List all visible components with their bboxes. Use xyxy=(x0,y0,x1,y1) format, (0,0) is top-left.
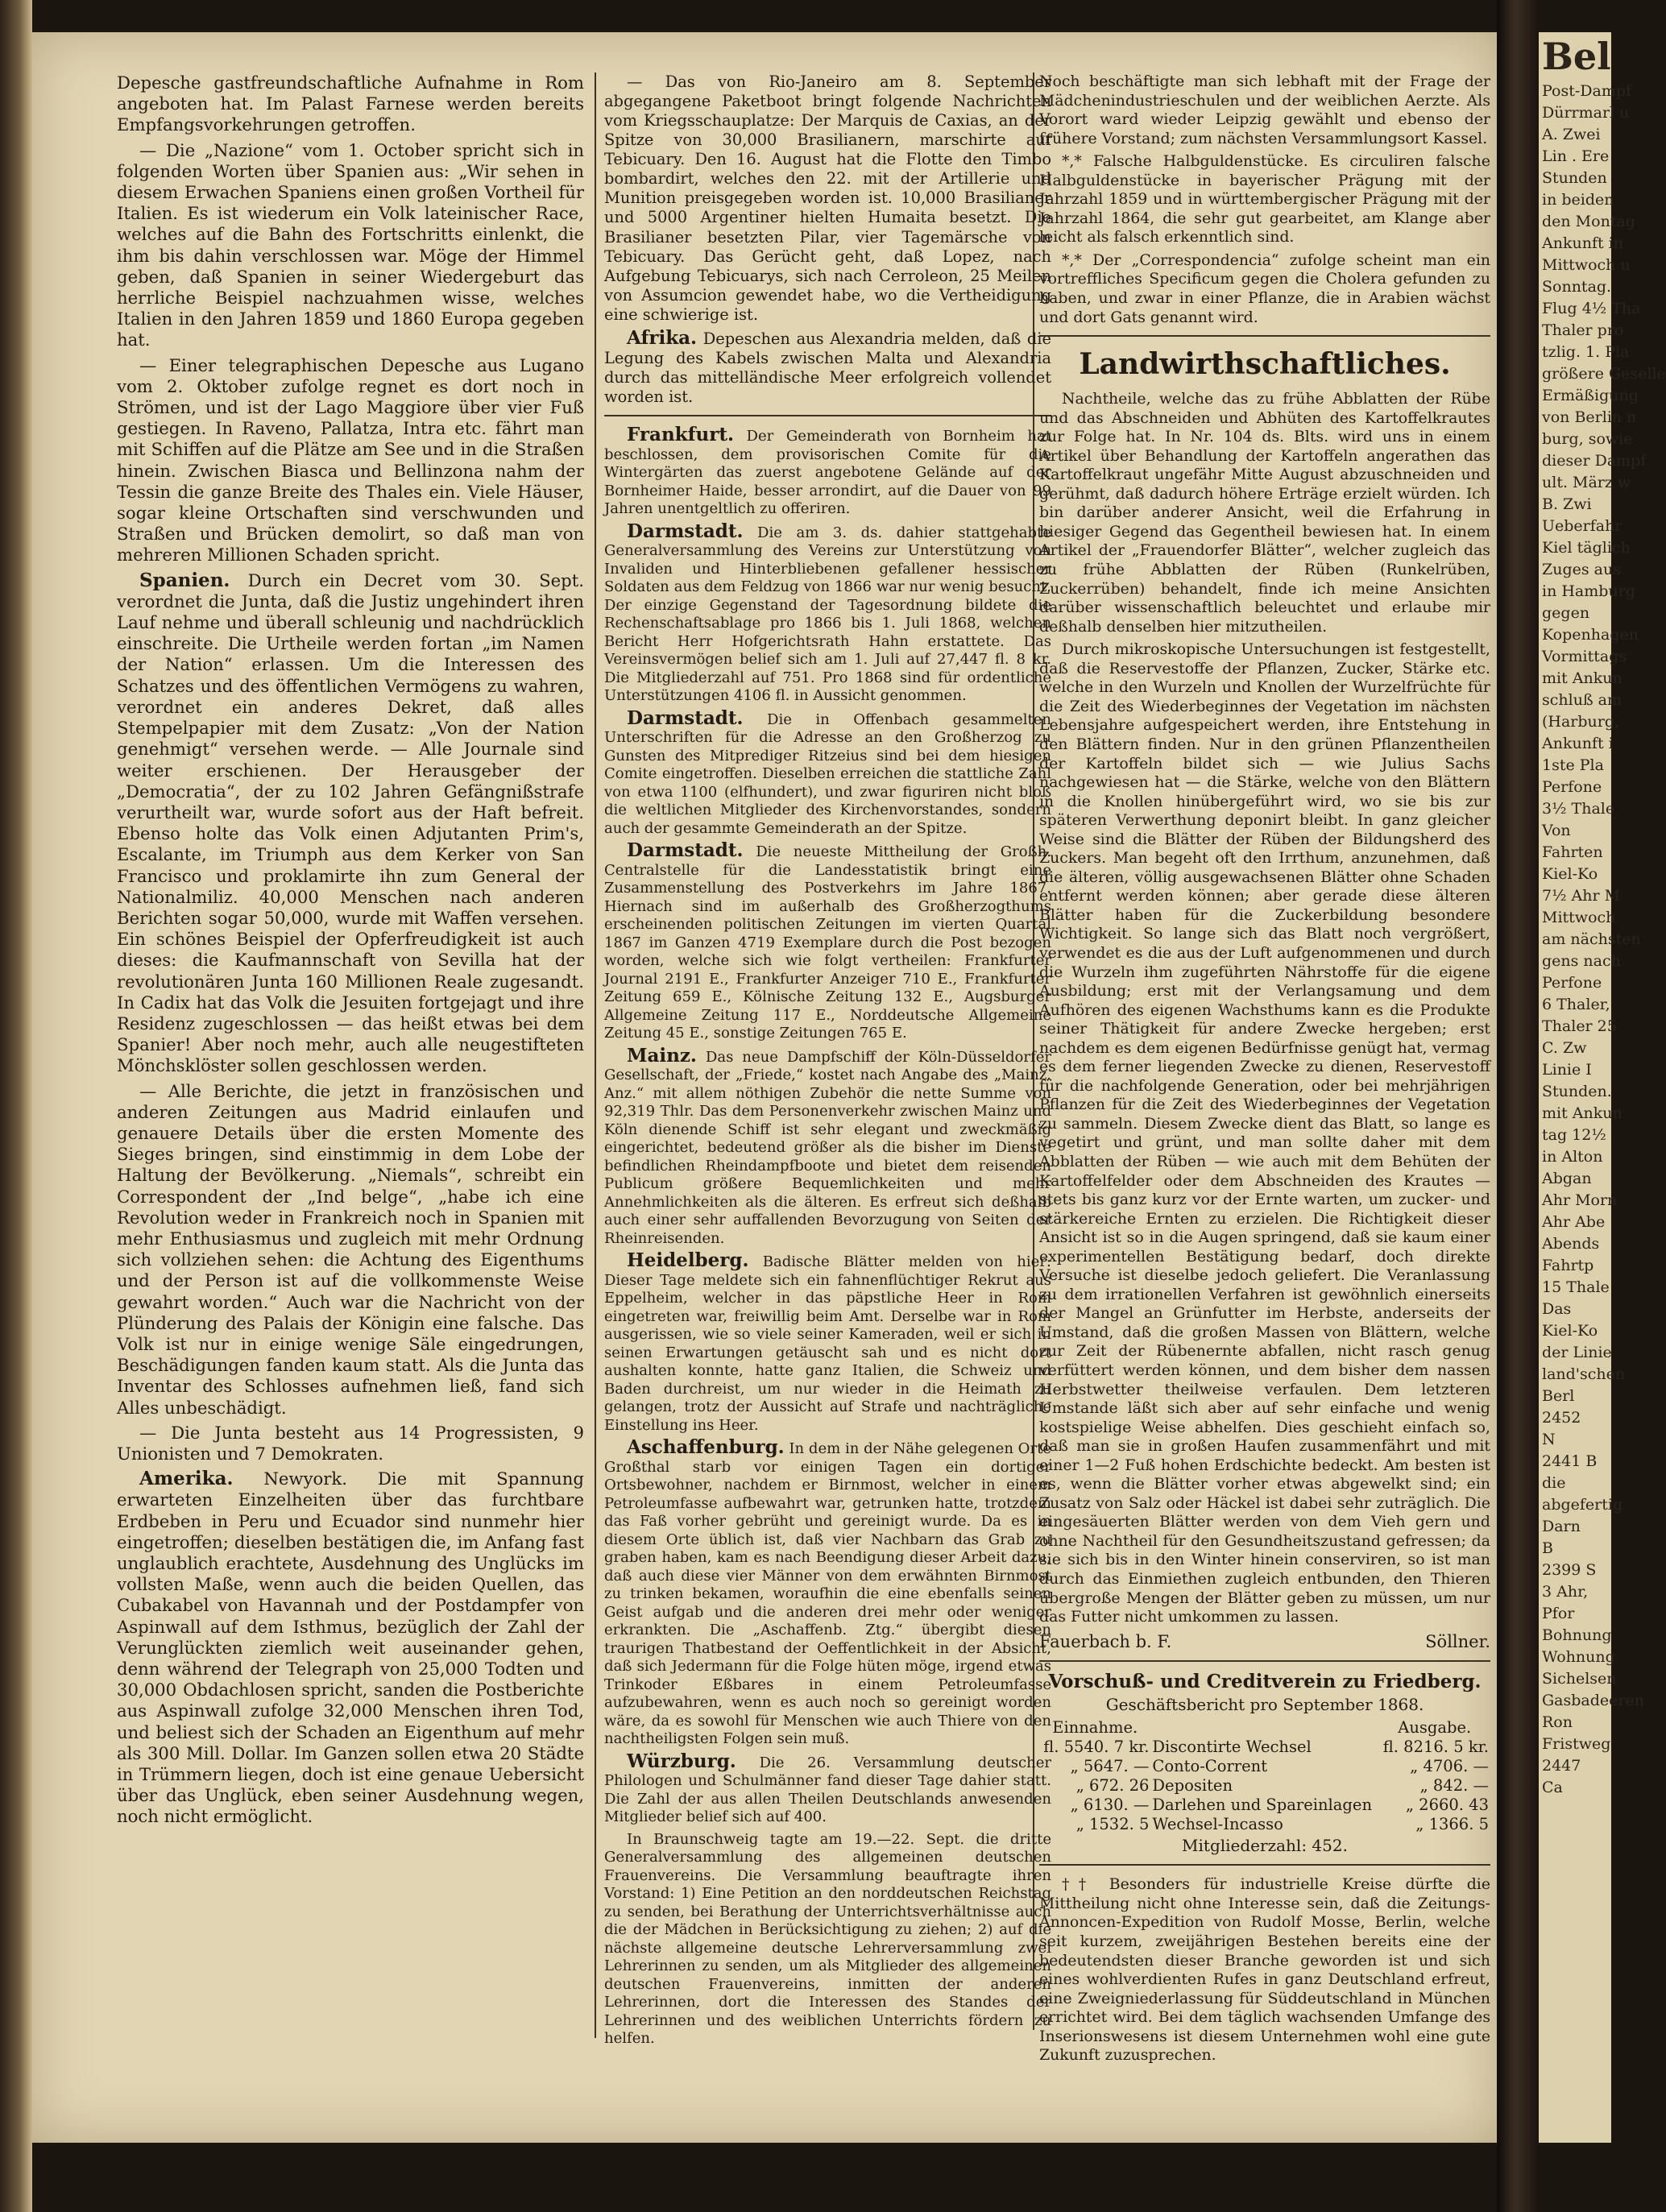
article-text: Die 26. Versammlung deutscher Philologen und Schulmänner fand dieser Tage dahier statt. Die Zahl der aus allen Theilen Deutschlands anwesenden Mitglieder belief sich auf 400. xyxy=(604,1754,1052,1826)
article-headline: Würzburg. xyxy=(627,1750,736,1772)
section-divider xyxy=(1039,1864,1490,1866)
next-page-fragment: Abgan xyxy=(1542,1170,1592,1187)
next-page-fragment: dieser Dampf xyxy=(1542,452,1647,470)
next-page-fragment: 7½ Ahr M xyxy=(1542,887,1621,905)
article-headline: Darmstadt. xyxy=(627,839,744,862)
next-page-fragment: in Alton xyxy=(1542,1148,1603,1166)
article-paragraph xyxy=(117,140,584,351)
next-page-fragment: Zuges aus xyxy=(1542,561,1621,578)
article-paragraph xyxy=(117,1081,584,1419)
expense-cell: „ 2660. 43 xyxy=(1405,1796,1489,1815)
next-page-fragment: der Linie xyxy=(1542,1344,1612,1361)
next-page-fragment: Kopenhagen xyxy=(1542,626,1639,644)
article-headline: Darmstadt. xyxy=(627,706,744,729)
article-paragraph xyxy=(117,355,584,566)
next-page-fragment: Thaler pro xyxy=(1542,321,1624,339)
account-label-cell: Wechsel-Incasso xyxy=(1152,1815,1283,1834)
next-page-fragment: abgefertig xyxy=(1542,1496,1623,1514)
column-1 xyxy=(117,72,584,1832)
next-page-fragment: Sonntag. xyxy=(1542,278,1612,296)
table-row xyxy=(1039,1738,1490,1757)
next-page-fragment: Fahrten xyxy=(1542,843,1603,861)
article-paragraph xyxy=(117,72,584,136)
article-text: Der Gemeinderath von Bornheim hat beschlossen, dem provisorischen Comite für die Wintergärten das zuerst angebotene Gelände auf der Bornheimer Haide, besser arrondirt, auf die Dauer von 99 Jahren unentgeltlich zu offeriren. xyxy=(604,428,1051,518)
next-page-fragment: B xyxy=(1542,1539,1553,1557)
article-headline: Heidelberg. xyxy=(627,1249,749,1272)
next-page-fragment: Pfor xyxy=(1542,1605,1575,1622)
next-page-fragment: (Harburg, xyxy=(1542,713,1620,731)
next-page-fragment: Ermäßigung xyxy=(1542,387,1639,404)
income-cell: „ 1532. 5 xyxy=(1075,1815,1150,1834)
article-text: Die am 3. ds. dahier stattgehabte Generalversammlung des Vereins zur Unterstützung von Invaliden und Hinterbliebenen gefallener hessischer Soldaten aus dem Feldzug von 1866 war nur wenig besucht. Der einzige Gegenstand der Tagesordnung bildete die Rechenschaftsablage pro 1866 bis 1. Juli 1868, welchen Bericht Herr Hofgerichtsrath Hahn erstattete. Das Vereinsvermögen belief sich am 1. Juli auf 27,447 fl. 8 kr. Die Mitgliederzahl auf 751. Pro 1868 sind für ordentliche Unterstützungen 4106 fl. in Aussicht genommen. xyxy=(604,524,1051,705)
member-count: Mitgliederzahl: 452. xyxy=(1182,1836,1348,1856)
account-label-cell: Depositen xyxy=(1152,1776,1233,1796)
next-page-fragment: mit Ankun xyxy=(1542,1104,1622,1122)
local-news xyxy=(604,426,1051,2048)
table-row xyxy=(1039,1815,1490,1834)
agriculture-heading: Landwirthschaftliches. xyxy=(1079,347,1451,382)
next-page-fragment: Stunden. xyxy=(1542,1083,1612,1100)
next-page-fragment: Post-Dampf xyxy=(1542,82,1632,100)
next-page-fragment: gegen xyxy=(1542,604,1590,622)
next-page-fragment: in Hamburg xyxy=(1542,582,1635,600)
next-page-fragment: land'schen xyxy=(1542,1365,1626,1383)
article-paragraph xyxy=(604,520,1051,706)
article-text: *,* Falsche Halbguldenstücke. Es circuliren falsche Halbguldenstücke in bayerischer Prägung mit der Jahrzahl 1859 und in württembergischer Prägung mit der Jahrzahl 1864, die sehr gut gearbeitet, am Klange aber leicht als falsch erkenntlich sind. xyxy=(1039,152,1490,246)
article-headline: Afrika. xyxy=(627,326,698,349)
next-page-fragment: Ron xyxy=(1542,1713,1573,1731)
foreign-news-continued xyxy=(604,72,1051,407)
article-text: Newyork. Die mit Spannung erwarteten Einzelheiten über das furchtbare Erdbeben in Peru und Ecuador sind nunmehr hier eingetroffen; dieselben bestätigen die, im Anfang fast unglaublich erachtete, Ausdehnung des Unglücks im vollsten Maße, wenn auch die beiden Quellen, das Cubakabel von Havannah und der Postdampfer von Aspinwall auf dem Isthmus, bezüglich der Zahl der Verunglückten ziemlich weit auseinander gehen, denn während der Telegraph von 25,000 Todten und 30,000 Obdachlosen spricht, sanden die Postberichte aus Aspinwall zufolge 32,000 Menschen ihren Tod, und beliest sich der Schaden an Eigenthum auf mehr als 300 Mill. Dollar. Im Ganzen sollen etwa 20 Städte in Trümmern liegen, doch ist eine genaue Uebersicht über das Unglück, eben seiner Ausdehnung wegen, noch nicht ermöglicht. xyxy=(117,1468,584,1827)
next-page-fragment: Perfone xyxy=(1542,974,1602,992)
next-page-fragment: Fahrtp xyxy=(1542,1257,1594,1274)
article-text: In Braunschweig tagte am 19.—22. Sept. die dritte Generalversammlung des allgemeinen deutschen Frauenvereins. Die Versammlung beauftragte ihren Vorstand: 1) Eine Petition an den norddeutschen Reichstag zu senden, bei Berathung der Unterrichtsverhältnisse auch die der Mädchen in Berücksichtigung zu ziehen; 2) auf die nächste allgemeine deutsche Lehrerversammlung zwei Lehrerinnen zu senden, um als Mitglieder des allgemeinen deutschen Frauenvereins, inmitten der anderen Lehrerinnen, dort die Interessen des Standes der Lehrerinnen und des weiblichen Unterrichts fördern zu helfen. xyxy=(604,1830,1051,2048)
next-page-fragment: Sichelsen xyxy=(1542,1670,1617,1688)
article-paragraph xyxy=(117,1423,584,1464)
next-page-fragment: Ca xyxy=(1542,1779,1563,1796)
next-page-fragment: 3½ Thale xyxy=(1542,800,1615,818)
article-headline: Amerika. xyxy=(139,1468,234,1490)
article-text: Die in Offenbach gesammelten Unterschriften für die Adresse an den Großherzog zu Gunsten des Mitprediger Ritzeius sind bei dem hiesigen Comite eingetroffen. Dieselben erreichen die stattliche Zahl von etwa 1100 (elfhundert), und zwar figuriren nicht bloß die weltlichen Mitglieder des Kirchenvorstandes, sondern auch der gesammte Gemeinderath an der Spitze. xyxy=(604,710,1052,837)
next-page-fragment: gens nach xyxy=(1542,952,1621,970)
agriculture-article xyxy=(1039,390,1490,1627)
article-paragraph xyxy=(604,326,1051,407)
next-page-fragment: Dürrmarl u xyxy=(1542,104,1630,122)
article-text: Noch beschäftigte man sich lebhaft mit der Frage der Mädchenindustrieschulen und der weiblichen Aerzte. Als Vorort ward wieder Leipzig gewählt und ebenso der frühere Vorstand; zum nächsten Versammlungsort Kassel. xyxy=(1039,72,1490,147)
next-page-fragment: Stunden xyxy=(1542,169,1607,187)
next-page-fragment: Gasbadeeren xyxy=(1542,1692,1644,1709)
article-headline: Aschaffenburg. xyxy=(627,1436,785,1459)
table-row xyxy=(1039,1796,1490,1815)
article-text: — Das von Rio-Janeiro am 8. September abgegangene Paketboot bringt folgende Nachrichten vom Kriegsschauplatze: Der Marquis de Caxias, an der Spitze von 30,000 Brasilianern, marschirte auf Tebicuary. Den 16. August hat die Flotte den Timbo bombardirt, welches den 22. mit der Artillerie und Munition preisgegeben worden ist. 10,000 Brasilianer und 5000 Argentiner hielten Humaita besetzt. Die Brasilianer besetzten Pilar, vier Tagemärsche von Tebicuary. Das Gerücht geht, daß Lopez, nach Aufgebung Tebicuarys, sich nach Cerroleon, 25 Meilen von Assumcion gewendet habe, wo die Vertheidigung eine schwierige ist. xyxy=(604,72,1051,324)
next-page-fragment: 6 Thaler, xyxy=(1542,996,1610,1013)
section-divider xyxy=(1039,335,1490,337)
next-page-fragment: Ahr Morn xyxy=(1542,1191,1618,1209)
article-paragraph xyxy=(117,570,584,1077)
next-page-fragment: mit Ankun xyxy=(1542,669,1622,687)
expense-cell: „ 1366. 5 xyxy=(1415,1815,1489,1834)
next-page-fragment: Kiel täglich xyxy=(1542,539,1631,557)
credit-union-heading: Vorschuß- und Creditverein zu Friedberg. xyxy=(1048,1670,1482,1692)
article-text: Depesche gastfreundschaftliche Aufnahme in Rom angeboten hat. Im Palast Farnese werden bereits Empfangsvorkehrungen getroffen. xyxy=(117,72,584,135)
next-page-fragment: Von xyxy=(1542,822,1571,839)
next-page-fragment: N xyxy=(1542,1431,1556,1448)
article-headline: Frankfurt. xyxy=(627,424,734,446)
next-page-fragment: tag 12½ xyxy=(1542,1126,1606,1144)
article-signature xyxy=(1039,1632,1490,1652)
column-rule-1 xyxy=(595,72,596,2038)
article-text: Durch ein Decret vom 30. Sept. verordnet die Junta, daß die Justiz ungehindert ihren Lauf nehme und überall schleunig und nachdrücklich einschreite. Die Urtheile werden fortan „im Namen der Nation“ erlassen. Um die Interessen des Schatzes und des öffentlichen Vermögens zu wahren, verordnet ein anderes Dekret, daß alles Stempelpapier mit dem Zusatz: „Von der Nation genehmigt“ versehen werde. — Alle Journale sind weiter erschienen. Der Herausgeber der „Democratia“, der zu 102 Jahren Gefängnißstrafe verurtheilt war, wurde sofort aus der Haft befreit. Ebenso holte das Volk einen Adjutanten Prim's, Escalante, im Triumph aus dem Kerker von San Francisco und proklamirte ihn zum General der Nationalmiliz. 40,000 Menschen nach anderen Berichten sogar 50,000, wurde mit Waffen versehen. Ein schönes Beispiel der Opferfreudigkeit ist auch dieses: die Kaufmannschaft von Sevilla hat der revolutionären Junta 160 Millionen Reale zugesandt. In Cadix hat das Volk die Jesuiten fortgejagt und ihre Residenz zugeschlossen — das heißt etwas bei dem Spanier! Aber noch mehr, auch alle neugestifteten Mönchsklöster sollen geschlossen werden. xyxy=(117,570,584,1076)
next-page-fragment: A. Zwei xyxy=(1542,126,1601,143)
next-page-fragment: 15 Thale xyxy=(1542,1278,1610,1296)
next-page-fragment: 2447 xyxy=(1542,1757,1581,1775)
table-row xyxy=(1039,1757,1490,1776)
article-paragraph xyxy=(117,1468,584,1827)
article-text: — Die „Nazione“ vom 1. October spricht sich in folgenden Worten über Spanien aus: „Wir sehen in diesem Erwachen Spaniens einen großen Vortheil für Italien. Es ist wiederum ein Volk lateinischer Race, welches auf die Bahn des Fortschritts einlenkt, die ihm bis dahin verschlossen war. Möge der Himmel geben, daß Spanien in seiner Wiedergeburt das herrliche Beispiel nachzuahmen wisse, welches Italien in den Jahren 1859 und 1860 Europa gegeben hat. xyxy=(117,139,584,350)
income-cell: „ 672. 26 xyxy=(1075,1776,1150,1796)
next-page-fragment: Vormittags xyxy=(1542,648,1627,665)
expense-cell: „ 842. — xyxy=(1419,1776,1489,1796)
signature-name: Söllner. xyxy=(1425,1631,1490,1651)
next-page-fragment: die xyxy=(1542,1474,1566,1492)
next-page-fragment: in beiden xyxy=(1542,191,1614,209)
income-header: Einnahme. xyxy=(1052,1718,1138,1738)
table-row xyxy=(1039,1776,1490,1796)
column-3 xyxy=(1039,72,1490,2069)
credit-union-subheading: Geschäftsbericht pro September 1868. xyxy=(1105,1695,1424,1714)
expense-cell: fl. 8216. 5 kr. xyxy=(1382,1738,1489,1757)
next-page-fragment: Perfone xyxy=(1542,778,1602,796)
next-page-fragment: den Montag xyxy=(1542,213,1635,230)
section-divider xyxy=(1039,1660,1490,1662)
next-page-fragment: 1ste Pla xyxy=(1542,756,1604,774)
table-header-row xyxy=(1039,1718,1490,1738)
next-page-fragment: Mittwoch u xyxy=(1542,256,1631,274)
article-paragraph xyxy=(604,1249,1052,1435)
article-text: — Einer telegraphischen Depesche aus Lugano vom 2. Oktober zufolge regnet es dort noch in Strömen, und ist der Lago Maggiore über vier Fuß gestiegen. In Raveno, Pallatza, Intra etc. fährt man mit Schiffen auf die Plätze am See und in die Straßen hinein. Zwischen Biasca und Bellinzona nahm der Tessin die ganze Breite des Thales ein. Viele Häuser, sogar kleine Ortschaften sind verschwunden und Straßen und Brücken demolirt, so daß man von mehreren Millionen Schaden spricht. xyxy=(117,354,584,565)
next-page-fragment: Ahr Abe xyxy=(1542,1213,1606,1231)
article-paragraph xyxy=(1039,152,1490,247)
article-paragraph xyxy=(604,839,1052,1043)
article-text: — Alle Berichte, die jetzt in französischen und anderen Zeitungen aus Madrid einlaufen und genauere Details über die ersten Momente des Sieges bringen, sind einstimmig in dem Lobe der Haltung der Bevölkerung. „Niemals“, schreibt ein Correspondent der „Ind belge“, „habe ich eine Revolution weder in Frankreich noch in Spanien mit mehr Enthusiasmus und zugleich mit mehr Ordnung sich vollziehen sehen: die Achtung des Eigenthums und der Person ist auf die vollkommenste Weise gewahrt worden.“ Auch war die Nachricht von der Plünderung des Palais der Königin eine falsche. Das Volk ist nur in einige wenige Säle eingedrungen, Beschädigungen fanden kaum statt. Als die Junta das Inventar des Schlosses aufnehmen ließ, fand sich Alles unbeschädigt. xyxy=(117,1080,584,1418)
next-page-fragment: C. Zw xyxy=(1542,1039,1587,1057)
next-page-fragment: von Berlin n xyxy=(1542,408,1637,426)
next-page-fragment: Flug 4½ Tha xyxy=(1542,300,1641,317)
business-report-table xyxy=(1039,1718,1490,1834)
income-cell: „ 5647. — xyxy=(1070,1757,1150,1776)
article-paragraph xyxy=(604,706,1052,839)
next-page-fragment: Bel xyxy=(1542,35,1611,78)
next-page-fragment: Darn xyxy=(1542,1518,1581,1535)
next-page-fragment: Fristweg xyxy=(1542,1735,1611,1753)
article-text: — Die Junta besteht aus 14 Progressisten, 9 Unionisten und 7 Demokraten. xyxy=(117,1422,584,1464)
next-page-fragment: Ueberfahr xyxy=(1542,517,1622,535)
next-page-fragment: Das xyxy=(1542,1300,1572,1318)
article-paragraph xyxy=(1039,640,1490,1626)
article-headline: Mainz. xyxy=(627,1044,697,1067)
next-page-fragment: Wohnung xyxy=(1542,1648,1615,1666)
account-label-cell: Darlehen und Spareinlagen xyxy=(1152,1796,1373,1815)
article-paragraph xyxy=(604,72,1051,325)
next-page-fragment: schluß am xyxy=(1542,691,1622,709)
next-page-fragment: Ankunft in xyxy=(1542,234,1623,252)
article-text: Depeschen aus Alexandria melden, daß die Legung des Kabels zwischen Malta und Alexandria durch das mittelländische Meer erfolgreich vollendet worden ist. xyxy=(604,329,1051,406)
next-page-fragment: 2452 xyxy=(1542,1409,1581,1427)
next-page-fragment: Linie I xyxy=(1542,1061,1592,1079)
next-page-fragment: 2441 B xyxy=(1542,1452,1598,1470)
book-binding xyxy=(0,0,32,2212)
next-page-fragment: burg, sowie xyxy=(1542,430,1633,448)
next-page-fragment: Berl xyxy=(1542,1387,1575,1405)
account-label-cell: Conto-Corrent xyxy=(1152,1757,1268,1776)
article-text: *,* Der „Correspondencia“ zufolge scheint man ein vortreffliches Specificum gegen die Cholera gefunden zu haben, und zwar in einer Pflanze, die in Arabien wächst und dort Gats genannt wird. xyxy=(1039,251,1490,326)
article-text: Badische Blätter melden von hier: Dieser Tage meldete sich ein fahnenflüchtiger Rekrut aus Eppelheim, welcher in das päpstliche Heer in Rom eingetreten war, freiwillig beim Amt. Derselbe war in Rom ausgerissen, wie so viele seiner Kameraden, weil er sich in seinen Erwartungen getäuscht sah und es nicht dort aushalten konnte, hatte ganz Italien, die Schweiz und Baden durchreist, um nur wieder in die Heimath zu gelangen, trotz der Aussicht auf Strafe und nachträgliche Einstellung ins Heer. xyxy=(604,1253,1052,1434)
book-gutter xyxy=(1497,0,1539,2212)
account-label-cell: Discontirte Wechsel xyxy=(1152,1738,1312,1757)
next-page-fragment: 2399 S xyxy=(1542,1561,1597,1579)
next-page-fragment: größere Geselle xyxy=(1542,365,1666,383)
next-page-edge xyxy=(1539,32,1666,2143)
next-page-fragment: Kiel-Ko xyxy=(1542,1322,1598,1340)
article-headline: Darmstadt. xyxy=(627,520,744,542)
next-page-fragment: Ankunft i xyxy=(1542,735,1614,752)
article-paragraph xyxy=(604,426,1051,519)
article-text: Nachtheile, welche das zu frühe Abblatten der Rübe und das Abschneiden und Abhüten des Kartoffelkrautes zur Folge hat. In Nr. 104 ds. Blts. wird uns in einem Artikel über Behandlung der Kartoffeln angerathen das Kartoffelkraut ungefähr Mitte August abzuschneiden und gerühmt, daß dadurch höhere Erträge erzielt würden. Ich bin darüber anderer Ansicht, weil die Erfahrung in hiesiger Gegend das Gegentheil bewiesen hat. In einem Artikel der „Frauendorfer Blätter“, welcher zugleich das zu frühe Abblatten der Rüben (Runkelrüben, Zuckerrüben) behandelt, finde ich meine Ansichten darüber wissenschaftlich beleuchtet und erlaube mir deßhalb denselben hier mitzutheilen. xyxy=(1039,390,1490,636)
article-text: Durch mikroskopische Untersuchungen ist festgestellt, daß die Reservestoffe der Pflanzen, Zucker, Stärke etc. welche in den Wurzeln und Knollen der Wurzelfrüchte für die Zeit des Wiederbeginnes der Vegetation im nächsten Lebensjahre aufgespeichert werden, ihre Entstehung in den Blättern finden. Nur in den grünen Pflanzentheilen der Kartoffeln bildet sich — wie Julius Sachs nachgewiesen hat — die Stärke, welche von den Blättern in die Knollen hinübergeführt wird, wo sie bis zur späteren Verwerthung deponirt bleibt. In ganz gleicher Weise sind die Blätter der Rüben der Bildungsherd des Zuckers. Man begeht oft den Irrthum, anzunehmen, daß die älteren, völlig ausgewachsenen Blätter ohne Schaden entfernt werden können; aber gerade diese älteren Blätter haben für die Zuckerbildung besondere Wichtigkeit. So lange sich das Blatt noch vergrößert, verwendet es die aus der Luft aufgenommenen und durch die Wurzeln ihm zugeführten Nährstoffe für die eigene Ausbildung; erst mit der Verlangsamung und dem Aufhören des eigenen Wachsthums kann es die Produkte seiner Thätigkeit für andere Zwecke hergeben; erst nachdem es dem eigenen Bedürfnisse genügt hat, vermag es dem ferner liegenden Zwecke zu dienen, Reservestoff für die nachfolgende Generation, oder bei mehrjährigen Pflanzen für die Zeit des Wiederbeginnes der Vegetation zu sammeln. Diesem Zwecke dient das Blatt, so lange es vegetirt und grünt, und man sollte daher mit dem Abblatten der Rüben — wie auch mit dem Behüten der Kartoffelfelder oder dem Abschneiden des Krautes — stets bis ganz kurz vor der Ernte warten, um zucker- und stärkereiche Ernten zu erzielen. Die Richtigkeit dieser Ansicht ist so in die Augen springend, daß sie kaum einer experimentellen Bestätigung bedarf, doch direkte Versuche ist dieselbe jedoch geliefert. Die Veranlassung zu dem irrationellen Verfahren ist gewöhnlich einerseits der Mangel an Grünfutter im Herbste, anderseits der Umstand, daß die großen Massen von Blättern, welche zur Zeit der Rübenernte abfallen, nicht rasch genug verfüttert werden können, und dem bisher dem nassen Herbstwetter theilweise verfaulen. Dem letzteren Umstande läßt sich aber auf sehr einfache und wenig kostspielige Weise abhelfen. Dies geschieht einfach so, daß man sie in großen Haufen zusammenfährt und mit einer 1—2 Fuß hohen Erdschichte bedeckt. Am besten ist es, wenn die Blätter vorher etwas abgewelkt sind; ein Zusatz von Salz oder Häckel ist dabei sehr zuträglich. Die eingesäuerten Blätter werden von dem Vieh gern und ohne Nachtheil für den Gesundheitszustand gefressen; da sie sich bis in den Winter hinein conserviren, so ist man durch das Einmiethen zugleich entbunden, den Thieren übergroße Mengen der Blätter geben zu müssen, um nur das Futter nicht umkommen zu lassen. xyxy=(1039,640,1490,1626)
next-page-fragment: Thaler 25 xyxy=(1542,1017,1617,1035)
article-paragraph xyxy=(1039,251,1490,327)
article-paragraph xyxy=(1039,72,1490,148)
next-page-fragment: Kiel-Ko xyxy=(1542,865,1598,883)
misc-notices xyxy=(1039,72,1490,327)
next-page-fragment: B. Zwi xyxy=(1542,495,1592,513)
next-page-fragment: Abends xyxy=(1542,1235,1600,1253)
article-paragraph xyxy=(604,1436,1052,1749)
next-page-fragment: 3 Ahr, xyxy=(1542,1583,1589,1601)
next-page-fragment: ult. März w xyxy=(1542,474,1631,491)
expense-header: Ausgabe. xyxy=(1398,1718,1472,1738)
article-text: Das neue Dampfschiff der Köln-Düsseldorfer Gesellschaft, der „Friede,“ kostet nach Angabe des „Mainz. Anz.“ mit allem nöthigen Zubehör die nette Summe von 92,319 Thlr. Das dem Personenverkehr zwischen Mainz und Köln dienende Schiff ist sehr elegant und zweckmäßig eingerichtet, bedeutend größer als die bisher im Dienste befindlichen Rheindampfboote und bietet dem reisenden Publicum größere Bequemlichkeiten und mehr Annehmlichkeiten als die älteren. Es erfreut sich deßhalb auch einer sehr auffallenden Bevorzugung von Seiten der Rheinreisenden. xyxy=(604,1048,1051,1247)
next-page-fragment: Lin . Ere xyxy=(1542,147,1610,165)
article-paragraph xyxy=(604,1044,1051,1249)
next-page-fragment: Bohnung xyxy=(1542,1626,1612,1644)
article-text: Die neueste Mittheilung der Großh. Centralstelle für die Landesstatistik bringt eine Zusammenstellung des Postverkehrs im Jahre 1867. Hiernach sind im außerhalb des Großherzogthums erscheinenden politischen Zeitungen im vierten Quartal 1867 im Ganzen 4719 Exemplare durch die Post bezogen worden, welche sich wie folgt vertheilen: Frankfurter Journal 2191 E., Frankfurter Anzeiger 710 E., Frankfurter Zeitung 659 E., Kölnische Zeitung 132 E., Augsburger Allgemeine Zeitung 117 E., Norddeutsche Allgemeine Zeitung 45 E., sonstige Zeitungen 765 E. xyxy=(604,843,1052,1042)
article-headline: Spanien. xyxy=(139,569,230,591)
expense-cell: „ 4706. — xyxy=(1410,1757,1489,1776)
article-paragraph xyxy=(604,1750,1052,1827)
article-paragraph xyxy=(1039,390,1490,636)
next-page-fragment: am nächsten xyxy=(1542,930,1641,948)
income-cell: fl. 5540. 7 kr. xyxy=(1043,1738,1150,1757)
article-text: In dem in der Nähe gelegenen Orte Großthal starb vor einigen Tagen ein dortiger Ortsbewohner, nachdem er Birnmost, welcher in einem Petroleumfasse aufbewahrt war, getrunken hatte, trotzdem das Faß vorher gebrüht und gereinigt wurde. Da es in diesem Orte üblich ist, daß vier Nachbarn das Grab zu graben haben, kam es nach Beendigung dieser Arbeit dazu, daß auch diese vier Männer von dem erwähnten Birnmost zu trinken bekamen, woraufhin die eine ebenfalls seinen Geist aufgab und die anderen drei mehr oder weniger erkrankten. Die „Aschaffenb. Ztg.“ übergibt diesen traurigen Thatbestand der Oeffentlichkeit in der Absicht, daß sich Jedermann für die Folge hüten möge, irgend etwas Trinkoder Eßbares in einem Petroleumfasse aufzubewahren, wenn es auch noch so gereinigt worden wäre, da es sowohl für Menschen wie auch Thiere von den nachtheiligsten Folgen sein muß. xyxy=(604,1440,1052,1748)
next-page-fragment: Mittwoch xyxy=(1542,909,1616,926)
article-paragraph xyxy=(604,1831,1051,2048)
section-divider xyxy=(604,415,1051,416)
advertising-notice: †† Besonders für industrielle Kreise dürfte die Mittheilung nicht ohne Interesse sein, daß die Zeitungs-Annoncen-Expedition von Rudolf Mosse, Berlin, welche seit kurzem, zweijährigen Bestehen bereits eine der bedeutendsten dieser Branche geworden ist und sich eines wohlverdienten Rufes in ganz Deutschland erfreut, eine Zweigniederlassung für Süddeutschland in München errichtet wird. Bei dem täglich wachsenden Umfange des Inserionswesens ist diesem Unternehmen wohl eine gute Zukunft zuzusprechen. xyxy=(1039,1875,1490,2065)
income-cell: „ 6130. — xyxy=(1070,1796,1150,1815)
signature-place: Fauerbach b. F. xyxy=(1039,1631,1172,1651)
column-2 xyxy=(604,72,1051,2053)
next-page-fragment: tzlig. 1. Pla xyxy=(1542,343,1630,361)
